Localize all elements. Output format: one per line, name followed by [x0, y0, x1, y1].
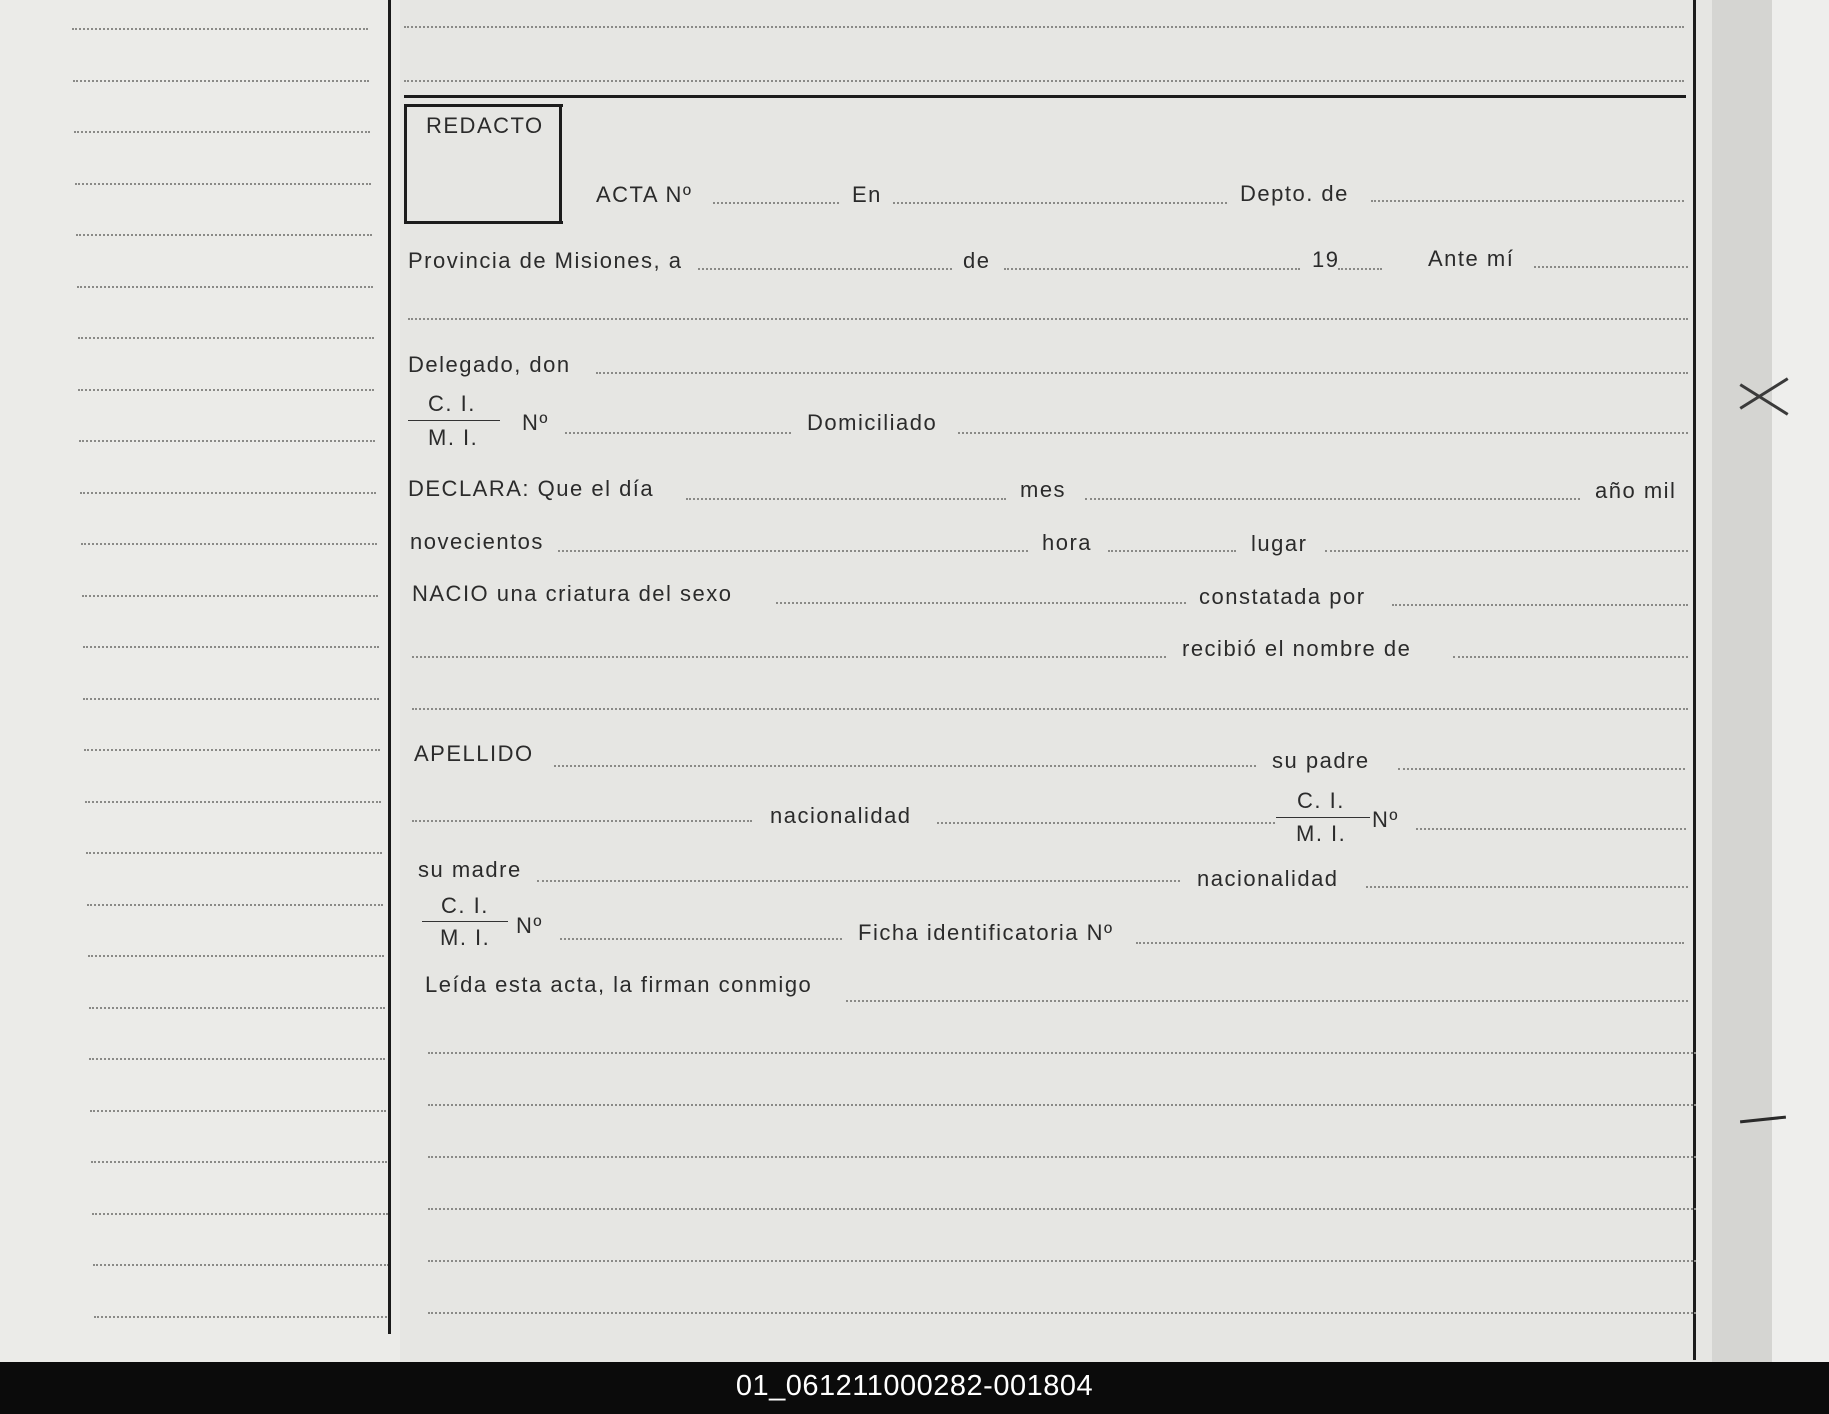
margin-ruled-line: [93, 1264, 389, 1266]
signature-line[interactable]: [428, 1104, 1696, 1106]
nombre-continuation[interactable]: [412, 708, 1688, 710]
ci-label: C. I.: [428, 391, 476, 416]
left-margin-sheet: [0, 0, 400, 1362]
date-month-field[interactable]: [1004, 268, 1300, 270]
margin-ruled-line: [74, 131, 370, 133]
section-divider: [404, 95, 1686, 98]
margin-ruled-line: [78, 389, 374, 391]
de-label: de: [963, 248, 991, 273]
constatada-label: constatada por: [1199, 584, 1366, 609]
madre-nacionalidad-field[interactable]: [1366, 886, 1688, 888]
redacto-box-right-border: [559, 104, 562, 222]
mes-label: mes: [1020, 477, 1067, 502]
constatada-continuation[interactable]: [412, 656, 1166, 658]
madre-ci-label: C. I.: [441, 893, 489, 918]
margin-ruled-line: [73, 80, 369, 82]
margin-ruled-line: [92, 1213, 388, 1215]
ano-field[interactable]: [558, 550, 1028, 552]
margin-ruled-line: [88, 955, 384, 957]
madre-nacionalidad-label: nacionalidad: [1197, 866, 1339, 891]
ante-mi-field[interactable]: [1534, 266, 1688, 268]
madre-field[interactable]: [537, 880, 1180, 882]
padre-nacionalidad-field[interactable]: [937, 822, 1275, 824]
padre-mi-label: M. I.: [1296, 821, 1347, 846]
margin-ruled-line: [89, 1058, 385, 1060]
margin-ruled-line: [86, 852, 382, 854]
top-dotted-line: [404, 80, 1684, 82]
margin-ruled-line: [87, 904, 383, 906]
padre-continuation[interactable]: [412, 820, 752, 822]
padre-numero-label: Nº: [1372, 807, 1399, 832]
depto-field[interactable]: [1371, 200, 1684, 202]
margin-ruled-line: [84, 749, 380, 751]
provincia-label: Provincia de Misiones, a: [408, 248, 683, 273]
margin-ruled-line: [94, 1316, 390, 1318]
redacto-label: REDACTO: [426, 113, 544, 138]
numero-label: Nº: [522, 410, 549, 435]
declara-label: DECLARA: Que el día: [408, 476, 655, 501]
padre-field[interactable]: [1398, 768, 1685, 770]
padre-nacionalidad-label: nacionalidad: [770, 803, 912, 828]
padre-document-number-field[interactable]: [1416, 828, 1686, 830]
signature-line[interactable]: [428, 1156, 1696, 1158]
ante-mi-label: Ante mí: [1428, 246, 1515, 271]
fraction-line: [422, 921, 508, 922]
signature-line[interactable]: [428, 1260, 1696, 1262]
domicilio-field[interactable]: [958, 432, 1688, 434]
firma-field[interactable]: [846, 1000, 1688, 1002]
margin-ruled-line: [83, 698, 379, 700]
constatada-field[interactable]: [1392, 604, 1688, 606]
dia-field[interactable]: [686, 498, 1006, 500]
margin-ruled-line: [85, 801, 381, 803]
margin-ruled-line: [75, 183, 371, 185]
margin-ruled-line: [90, 1110, 386, 1112]
delegado-label: Delegado, don: [408, 352, 571, 377]
ano-mil-label: año mil: [1595, 478, 1677, 503]
padre-ci-label: C. I.: [1297, 788, 1345, 813]
signature-line[interactable]: [428, 1208, 1696, 1210]
nombre-field[interactable]: [1453, 656, 1688, 658]
hora-field[interactable]: [1108, 550, 1236, 552]
su-padre-label: su padre: [1272, 748, 1370, 773]
depto-label: Depto. de: [1240, 181, 1349, 206]
ficha-field[interactable]: [1136, 942, 1684, 944]
margin-ruled-line: [83, 646, 379, 648]
apellido-label: APELLIDO: [414, 741, 534, 766]
margin-ruled-line: [72, 28, 368, 30]
leida-label: Leída esta acta, la firman conmigo: [425, 972, 813, 997]
lugar-label: lugar: [1251, 531, 1308, 556]
date-day-field[interactable]: [698, 268, 952, 270]
domiciliado-label: Domiciliado: [807, 410, 938, 435]
madre-document-number-field[interactable]: [560, 938, 842, 940]
margin-ruled-line: [80, 492, 376, 494]
margin-ruled-line: [82, 595, 378, 597]
margin-ruled-line: [76, 234, 372, 236]
margin-ruled-line: [78, 337, 374, 339]
hora-label: hora: [1042, 530, 1093, 555]
page-edge: [1712, 0, 1829, 1362]
nacio-label: NACIO una criatura del sexo: [412, 581, 733, 606]
image-id-label: 01_061211000282-001804: [735, 1370, 1094, 1402]
mes-field[interactable]: [1085, 498, 1580, 500]
signature-line[interactable]: [428, 1312, 1696, 1314]
margin-ruled-line: [81, 543, 377, 545]
margin-ruled-line: [91, 1161, 387, 1163]
continuation-line[interactable]: [408, 318, 1688, 320]
fraction-line: [1276, 817, 1370, 818]
year-prefix: 19: [1312, 247, 1340, 272]
en-label: En: [852, 182, 882, 207]
su-madre-label: su madre: [418, 857, 522, 882]
apellido-field[interactable]: [554, 765, 1256, 767]
lugar-field[interactable]: [1325, 550, 1688, 552]
margin-ruled-line: [77, 286, 373, 288]
acta-number-field[interactable]: [713, 202, 839, 204]
delegado-field[interactable]: [596, 372, 1688, 374]
form-left-border: [388, 0, 391, 1334]
margin-ruled-line: [89, 1007, 385, 1009]
novecientos-label: novecientos: [410, 529, 544, 554]
madre-numero-label: Nº: [516, 913, 543, 938]
en-field[interactable]: [893, 202, 1227, 204]
year-field[interactable]: [1338, 268, 1382, 270]
madre-mi-label: M. I.: [440, 925, 491, 950]
fraction-line: [408, 420, 500, 421]
mi-label: M. I.: [428, 425, 479, 450]
top-dotted-line: [404, 26, 1684, 28]
ficha-label: Ficha identificatoria Nº: [858, 920, 1114, 945]
recibio-label: recibió el nombre de: [1182, 636, 1412, 661]
margin-ruled-line: [79, 440, 375, 442]
sexo-field[interactable]: [776, 602, 1186, 604]
signature-line[interactable]: [428, 1052, 1696, 1054]
document-number-field[interactable]: [565, 432, 791, 434]
acta-label: ACTA Nº: [596, 182, 693, 207]
